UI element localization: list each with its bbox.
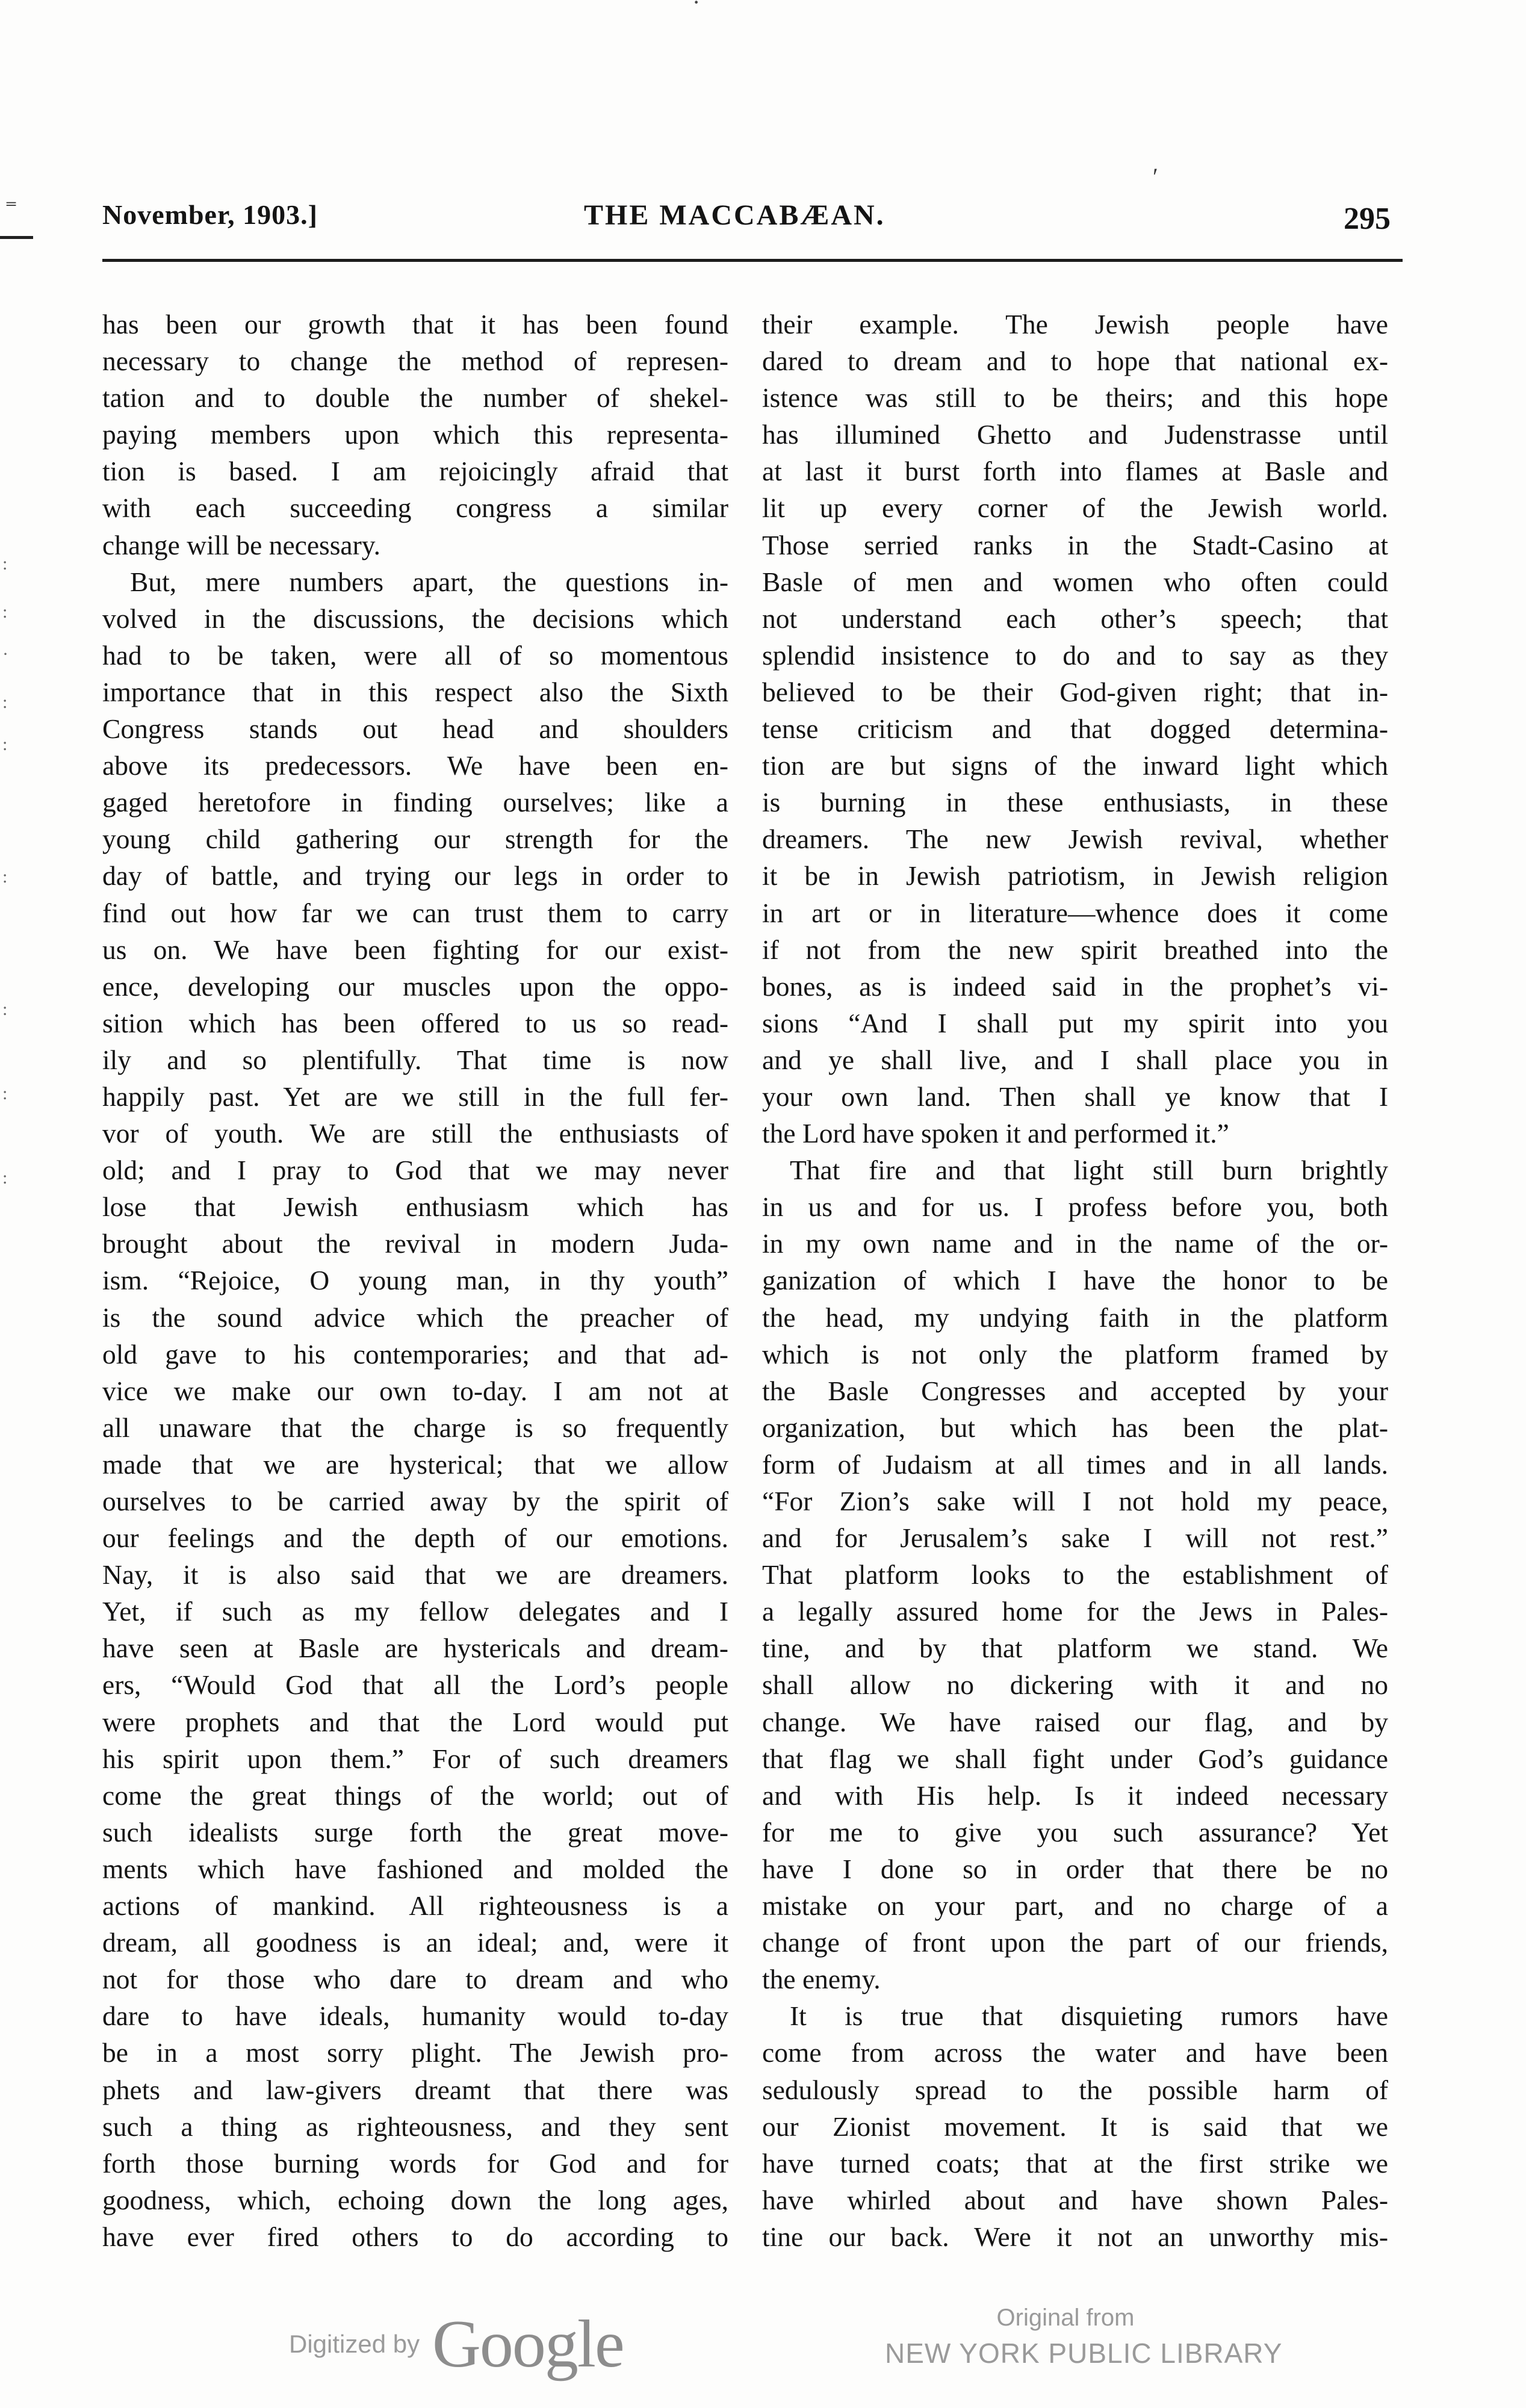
text-line: is burning in these enthusiasts, in these xyxy=(762,787,1388,818)
text-line: a legally assured home for the Jews in Pales- xyxy=(762,1596,1388,1627)
text-line: tine our back. Were it not an unworthy mis- xyxy=(762,2221,1388,2252)
text-line: have turned coats; that at the first strike we xyxy=(762,2147,1388,2179)
text-line: importance that in this respect also the Sixth xyxy=(102,676,728,707)
margin-scrap: : xyxy=(2,554,8,574)
text-line: forth those burning words for God and for xyxy=(102,2147,728,2179)
header-date: November, 1903.] xyxy=(102,199,318,230)
margin-scrap: : xyxy=(2,1084,8,1103)
text-line: vice we make our own to-day. I am not at xyxy=(102,1375,728,1406)
text-line: old; and I pray to God that we may never xyxy=(102,1155,728,1186)
text-line: old gave to his contemporaries; and that ad- xyxy=(102,1338,728,1370)
text-line: in my own name and in the name of the or- xyxy=(762,1228,1388,1259)
text-line: above its predecessors. We have been en- xyxy=(102,750,728,781)
text-line: volved in the discussions, the decisions which xyxy=(102,603,728,634)
text-line: have I done so in order that there be no xyxy=(762,1853,1388,1884)
text-line: and with His help. Is it indeed necessary xyxy=(762,1780,1388,1811)
text-line: sions “And I shall put my spirit into you xyxy=(762,1007,1388,1038)
text-line: dream, all goodness is an ideal; and, were it xyxy=(102,1927,728,1958)
text-line: believed to be their God-given right; that in- xyxy=(762,676,1388,707)
text-line: mistake on your part, and no charge of a xyxy=(762,1890,1388,1922)
scan-artifact-mark: · xyxy=(692,0,701,16)
library-name: NEW YORK PUBLIC LIBRARY xyxy=(885,2338,1283,2369)
text-line: vor of youth. We are still the enthusiasts of xyxy=(102,1118,728,1149)
right-text-column xyxy=(762,306,1388,2255)
text-line: have whirled about and have shown Pales- xyxy=(762,2184,1388,2215)
text-line: happily past. Yet are we still in the full fer- xyxy=(102,1081,728,1112)
text-line: ence, developing our muscles upon the oppo- xyxy=(102,970,728,1002)
margin-scrap: : xyxy=(2,602,8,622)
text-line: Congress stands out head and shoulders xyxy=(102,713,728,745)
margin-scrap: : xyxy=(2,1168,8,1188)
text-line: have ever fired others to do according to xyxy=(102,2221,728,2252)
text-line: have seen at Basle are hystericals and dream- xyxy=(102,1633,728,1664)
text-line: your own land. Then shall ye know that I xyxy=(762,1081,1388,1112)
text-line: for me to give you such assurance? Yet xyxy=(762,1816,1388,1848)
text-line: ers, “Would God that all the Lord’s people xyxy=(102,1669,728,1701)
margin-scrap: : xyxy=(2,999,8,1019)
text-line: ily and so plentifully. That time is now xyxy=(102,1044,728,1075)
text-line: Nay, it is also said that we are dreamers. xyxy=(102,1559,728,1590)
text-line: ourselves to be carried away by the spirit of xyxy=(102,1486,728,1516)
text-line: tion is based. I am rejoicingly afraid that xyxy=(102,456,728,487)
text-line: made that we are hysterical; that we allow xyxy=(102,1448,728,1480)
text-line: dreamers. The new Jewish revival, whether xyxy=(762,824,1388,855)
text-line: paying members upon which this representa- xyxy=(102,419,728,450)
text-line: had to be taken, were all of so momentous xyxy=(102,639,728,671)
stray-pen-mark: ′ xyxy=(1153,163,1158,190)
text-line: come from across the water and have been xyxy=(762,2037,1388,2068)
text-line: ganization of which I have the honor to be xyxy=(762,1265,1388,1296)
margin-scrap: : xyxy=(2,867,8,887)
text-line: change. We have raised our flag, and by xyxy=(762,1706,1388,1737)
journal-title: THE MACCABÆAN. xyxy=(584,199,886,231)
text-line: It is true that disquieting rumors have xyxy=(790,2000,1388,2032)
text-line: phets and law-givers dreamt that there was xyxy=(102,2074,728,2105)
text-line: tation and to double the number of shekel- xyxy=(102,382,728,414)
text-line: and for Jerusalem’s sake I will not rest.” xyxy=(762,1522,1388,1554)
text-line: ism. “Rejoice, O young man, in thy youth” xyxy=(102,1265,728,1296)
text-line: ments which have fashioned and molded the xyxy=(102,1853,728,1884)
text-line: gaged heretofore in finding ourselves; like a xyxy=(102,787,728,818)
text-line: the Basle Congresses and accepted by your xyxy=(762,1375,1388,1406)
page-number: 295 xyxy=(1344,202,1391,236)
text-line: not understand each other’s speech; that xyxy=(762,603,1388,634)
left-text-column xyxy=(102,306,728,2255)
text-line: is the sound advice which the preacher of xyxy=(102,1302,728,1333)
text-line: if not from the new spirit breathed into the xyxy=(762,934,1388,965)
margin-scrap: · xyxy=(2,644,8,664)
text-line: not for those who dare to dream and who xyxy=(102,1964,728,1995)
text-line: tense criticism and that dogged determina- xyxy=(762,713,1388,745)
text-line: find out how far we can trust them to carry xyxy=(102,897,728,928)
text-line: form of Judaism at all times and in all lands. xyxy=(762,1448,1388,1480)
text-line: necessary to change the method of represen- xyxy=(102,346,728,377)
text-line: the Lord have spoken it and performed it.” xyxy=(762,1118,1229,1149)
text-line: bones, as is indeed said in the prophet’s vi- xyxy=(762,970,1388,1002)
margin-scrap: : xyxy=(2,734,8,754)
text-line: dared to dream and to hope that national ex- xyxy=(762,346,1388,377)
text-line: goodness, which, echoing down the long ages, xyxy=(102,2184,728,2215)
text-line: brought about the revival in modern Juda- xyxy=(102,1228,728,1259)
text-line: change will be necessary. xyxy=(102,529,380,560)
text-line: the head, my undying faith in the platform xyxy=(762,1302,1388,1333)
margin-artifact-mark: ⁼ xyxy=(5,194,18,222)
text-line: shall allow no dickering with it and no xyxy=(762,1669,1388,1701)
text-line: in art or in literature—whence does it come xyxy=(762,897,1388,928)
text-line: has been our growth that it has been found xyxy=(102,309,728,340)
text-line: has illumined Ghetto and Judenstrasse until xyxy=(762,419,1388,450)
text-line: our feelings and the depth of our emotions. xyxy=(102,1522,728,1554)
header-rule xyxy=(102,259,1403,262)
text-line: lit up every corner of the Jewish world. xyxy=(762,492,1388,524)
text-line: tine, and by that platform we stand. We xyxy=(762,1633,1388,1664)
text-line: lose that Jewish enthusiasm which has xyxy=(102,1191,728,1223)
text-line: such idealists surge forth the great move- xyxy=(102,1816,728,1848)
text-line: Those serried ranks in the Stadt-Casino at xyxy=(762,529,1388,560)
margin-scrap: : xyxy=(2,692,8,712)
running-head xyxy=(102,199,1397,241)
digitized-by-label: Digitized by xyxy=(289,2330,420,2358)
original-from-label: Original from xyxy=(996,2304,1135,2331)
text-line: But, mere numbers apart, the questions in- xyxy=(130,566,728,597)
text-line: sition which has been offered to us so read- xyxy=(102,1007,728,1038)
text-line: dare to have ideals, humanity would to-day xyxy=(102,2000,728,2032)
text-line: organization, but which has been the plat- xyxy=(762,1412,1388,1443)
text-line: our Zionist movement. It is said that we xyxy=(762,2111,1388,2142)
text-line: such a thing as righteousness, and they sent xyxy=(102,2111,728,2142)
text-line: all unaware that the charge is so frequently xyxy=(102,1412,728,1443)
text-line: tion are but signs of the inward light which xyxy=(762,750,1388,781)
text-line: change of front upon the part of our friends, xyxy=(762,1927,1388,1958)
text-line: day of battle, and trying our legs in order to xyxy=(102,860,728,892)
text-line: splendid insistence to do and to say as they xyxy=(762,639,1388,671)
text-line: be in a most sorry plight. The Jewish pro- xyxy=(102,2037,728,2068)
text-line: sedulously spread to the possible harm of xyxy=(762,2074,1388,2105)
text-line: Basle of men and women who often could xyxy=(762,566,1388,597)
text-line: it be in Jewish patriotism, in Jewish religion xyxy=(762,860,1388,892)
text-line: “For Zion’s sake will I not hold my peace, xyxy=(762,1486,1388,1516)
text-line: That fire and that light still burn brightly xyxy=(790,1155,1388,1186)
text-line: actions of mankind. All righteousness is a xyxy=(102,1890,728,1922)
text-line: in us and for us. I profess before you, both xyxy=(762,1191,1388,1223)
text-line: at last it burst forth into flames at Basle and xyxy=(762,456,1388,487)
margin-tick xyxy=(0,236,33,239)
text-line: were prophets and that the Lord would put xyxy=(102,1706,728,1737)
text-line: and ye shall live, and I shall place you in xyxy=(762,1044,1388,1075)
text-line: the enemy. xyxy=(762,1964,881,1995)
text-line: That platform looks to the establishment of xyxy=(762,1559,1388,1590)
text-line: his spirit upon them.” For of such dreamers xyxy=(102,1743,728,1774)
text-line: istence was still to be theirs; and this hope xyxy=(762,382,1388,414)
google-logo: Google xyxy=(432,2307,624,2382)
text-line: their example. The Jewish people have xyxy=(762,309,1388,340)
text-line: young child gathering our strength for the xyxy=(102,824,728,855)
text-line: come the great things of the world; out of xyxy=(102,1780,728,1811)
text-line: which is not only the platform framed by xyxy=(762,1338,1388,1370)
text-line: us on. We have been fighting for our exist- xyxy=(102,934,728,965)
text-line: Yet, if such as my fellow delegates and I xyxy=(102,1596,728,1627)
text-line: that flag we shall fight under God’s guidance xyxy=(762,1743,1388,1774)
text-line: with each succeeding congress a similar xyxy=(102,492,728,524)
